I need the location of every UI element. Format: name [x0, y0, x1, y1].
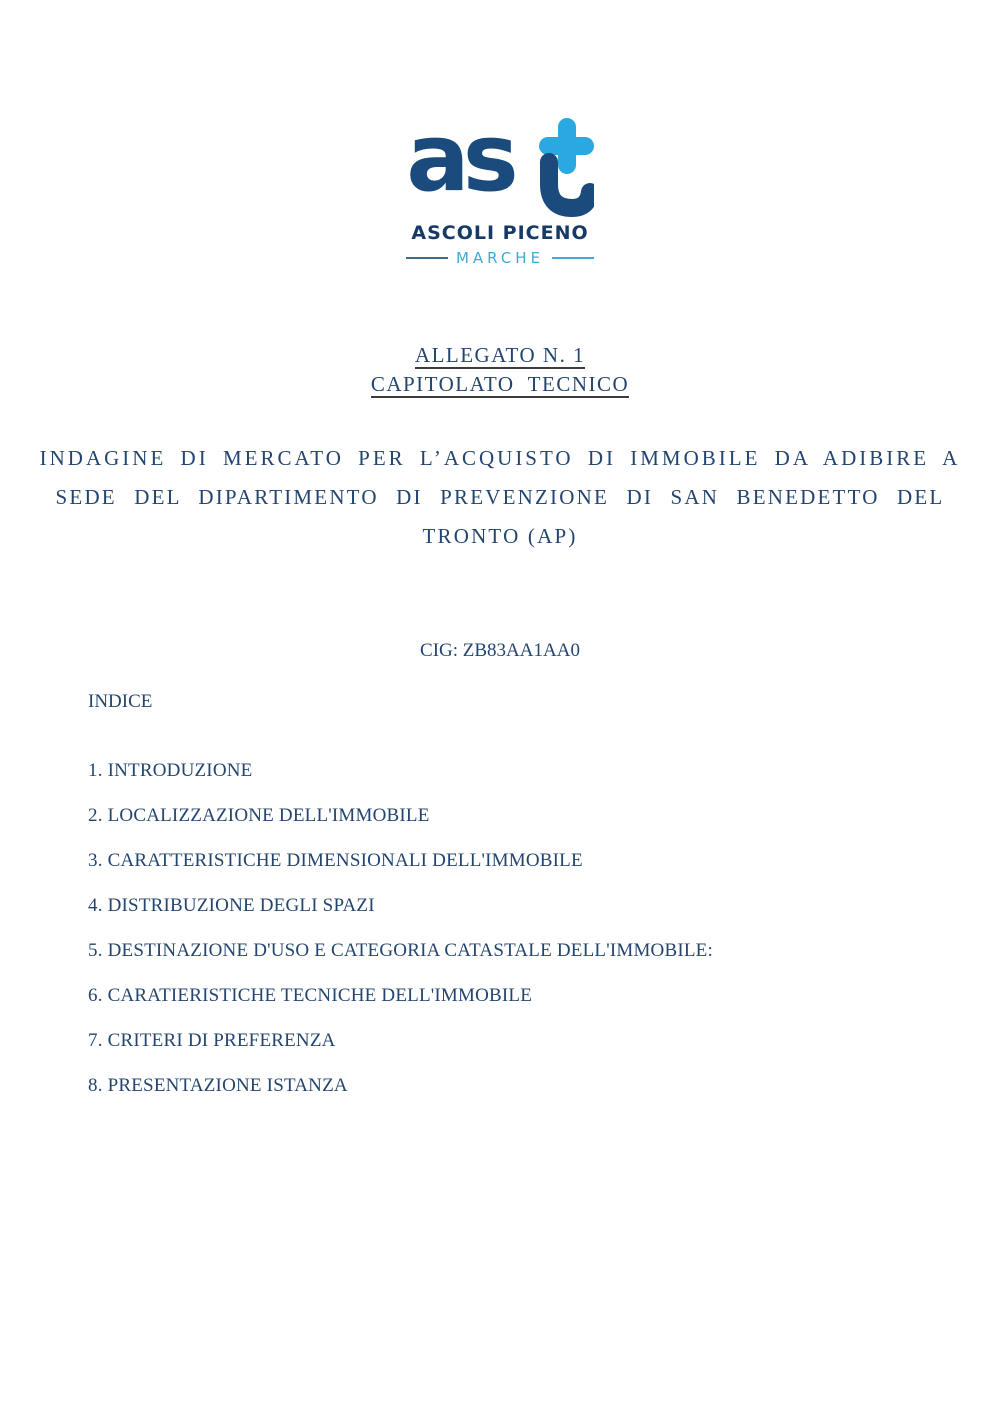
index-list	[88, 761, 912, 1096]
index-item: 7. CRITERI DI PREFERENZA	[88, 1030, 336, 1051]
title-line-3: TRONTO (AP)	[422, 524, 578, 548]
index-item: 4. DISTRIBUZIONE DEGLI SPAZI	[88, 895, 375, 916]
index-item: 3. CARATTERISTICHE DIMENSIONALI DELL'IMMOBILE	[88, 850, 583, 871]
index-item: 8. PRESENTAZIONE ISTANZA	[88, 1075, 348, 1096]
annex-line-1	[0, 341, 1000, 370]
ast-wordmark-t-icon	[516, 118, 594, 223]
annex-subtitle: CAPITOLATO TECNICO	[370, 372, 630, 396]
index-item: 1. INTRODUZIONE	[88, 760, 253, 781]
annex-heading	[0, 341, 1000, 399]
cig-code: CIG: ZB83AA1AA0	[420, 640, 580, 661]
index-item: 6. CARATIERISTICHE TECNICHE DELL'IMMOBILE	[88, 985, 533, 1006]
logo-region-name: MARCHE	[455, 249, 545, 267]
index-label: INDICE	[88, 691, 153, 712]
title-line-1: INDAGINE DI MERCATO PER L’ACQUISTO DI IMMOBILE DA ADIBIRE A	[39, 446, 961, 470]
annex-number: ALLEGATO N. 1	[414, 343, 586, 367]
annex-line-2	[0, 370, 1000, 399]
index-item: 2. LOCALIZZAZIONE DELL'IMMOBILE	[88, 805, 430, 826]
logo-region-row	[406, 249, 594, 267]
region-line-left-decoration	[406, 257, 448, 259]
ast-wordmark-as: as	[406, 104, 512, 213]
document-title	[0, 439, 1000, 556]
ast-logo	[0, 0, 1000, 267]
logo-org-name: ASCOLI PICENO	[411, 222, 589, 244]
ast-wordmark	[406, 104, 593, 218]
index-item: 5. DESTINAZIONE D'USO E CATEGORIA CATASTALE DELL'IMMOBILE:	[88, 940, 713, 961]
region-line-right-decoration	[552, 257, 594, 259]
title-line-2: SEDE DEL DIPARTIMENTO DI PREVENZIONE DI SAN BENEDETTO DEL	[55, 485, 945, 509]
